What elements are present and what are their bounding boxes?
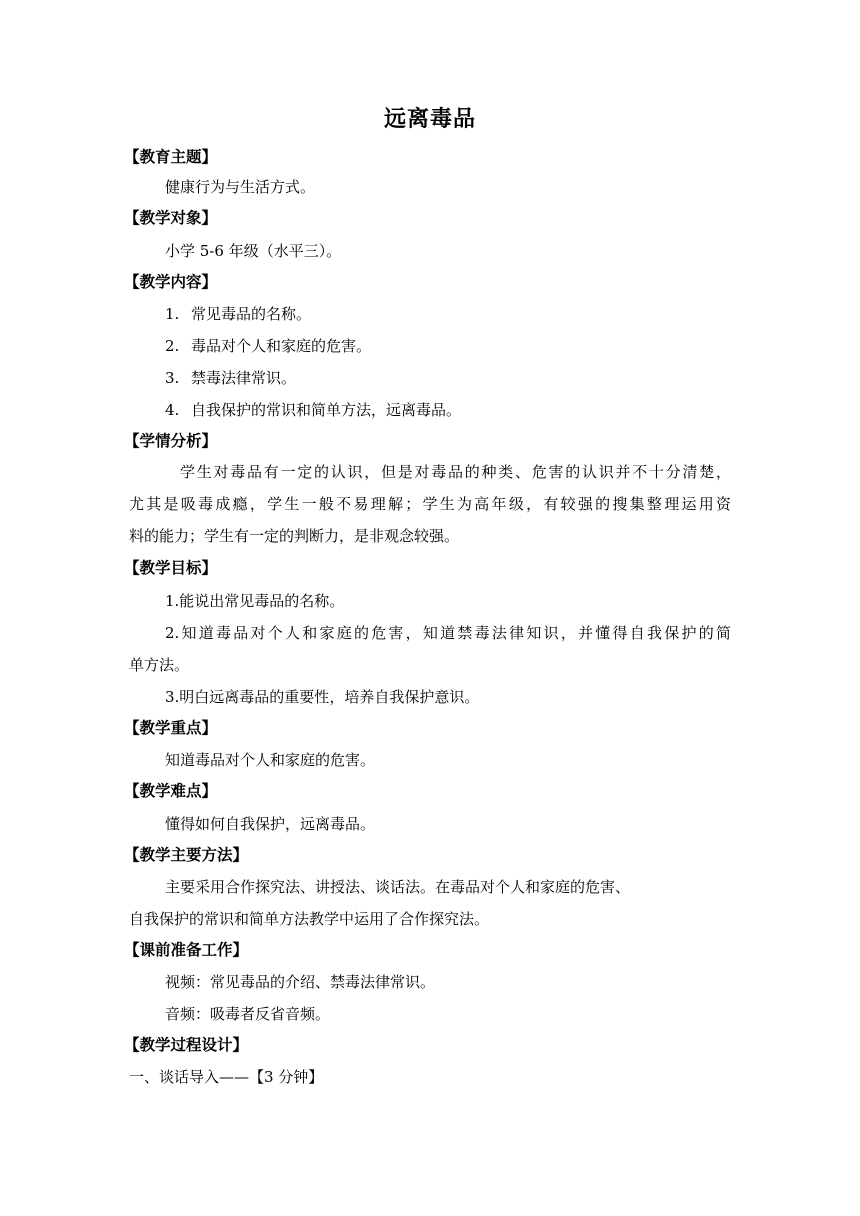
section-heading-teaching-target: 【教学对象】 [124, 209, 218, 227]
section-text: 音频：吸毒者反省音频。 [165, 1005, 331, 1023]
section-text: 知道毒品对个人和家庭的危害。 [165, 751, 376, 769]
section-heading-key-points: 【教学重点】 [124, 719, 218, 737]
list-item [165, 335, 860, 357]
section-heading-teaching-content: 【教学内容】 [124, 273, 218, 291]
section-text: 健康行为与生活方式。 [165, 178, 316, 196]
section-text: 小学 5-6 年级（水平三）。 [165, 242, 342, 260]
list-item-number: 4. [165, 401, 180, 419]
list-item-number: 1. [165, 305, 180, 323]
list-item-text: 禁毒法律常识。 [191, 369, 297, 387]
goal-line: 3.明白远离毒品的重要性，培养自我保护意识。 [165, 688, 480, 706]
section-text: 主要采用合作探究法、讲授法、谈话法。在毒品对个人和家庭的危害、 [165, 878, 631, 896]
section-text: 一、谈话导入——【3 分钟】 [129, 1068, 324, 1086]
paragraph-line: 尤其是吸毒成瘾，学生一般不易理解；学生为高年级，有较强的搜集整理运用资 [129, 495, 731, 513]
section-heading-process-design: 【教学过程设计】 [124, 1036, 249, 1054]
list-item-text: 毒品对个人和家庭的危害。 [191, 337, 372, 355]
list-item [165, 399, 860, 421]
list-item-text: 自我保护的常识和简单方法，远离毒品。 [191, 401, 462, 419]
paragraph-line: 料的能力；学生有一定的判断力，是非观念较强。 [129, 527, 460, 545]
section-text: 视频：常见毒品的介绍、禁毒法律常识。 [165, 973, 436, 991]
list-item-text: 常见毒品的名称。 [191, 305, 312, 323]
section-heading-preparation: 【课前准备工作】 [124, 941, 249, 959]
section-heading-teaching-goals: 【教学目标】 [124, 559, 218, 577]
list-item-number: 3. [165, 369, 180, 387]
section-heading-main-methods: 【教学主要方法】 [124, 846, 249, 864]
goal-line: 单方法。 [129, 656, 190, 674]
list-item [165, 367, 860, 389]
section-text: 自我保护的常识和简单方法教学中运用了合作探究法。 [129, 910, 490, 928]
list-item [165, 303, 860, 325]
list-item-number: 2. [165, 337, 180, 355]
section-heading-student-analysis: 【学情分析】 [124, 432, 218, 450]
section-text: 懂得如何自我保护，远离毒品。 [165, 815, 376, 833]
goal-line: 1.能说出常见毒品的名称。 [165, 592, 345, 610]
paragraph-line: 学生对毒品有一定的认识，但是对毒品的种类、危害的认识并不十分清楚， [180, 463, 731, 481]
goal-line: 2.知道毒品对个人和家庭的危害，知道禁毒法律知识，并懂得自我保护的简 [165, 624, 731, 642]
section-heading-education-theme: 【教育主题】 [124, 148, 218, 166]
section-heading-difficulties: 【教学难点】 [124, 782, 218, 800]
document-title: 远离毒品 [383, 107, 476, 132]
